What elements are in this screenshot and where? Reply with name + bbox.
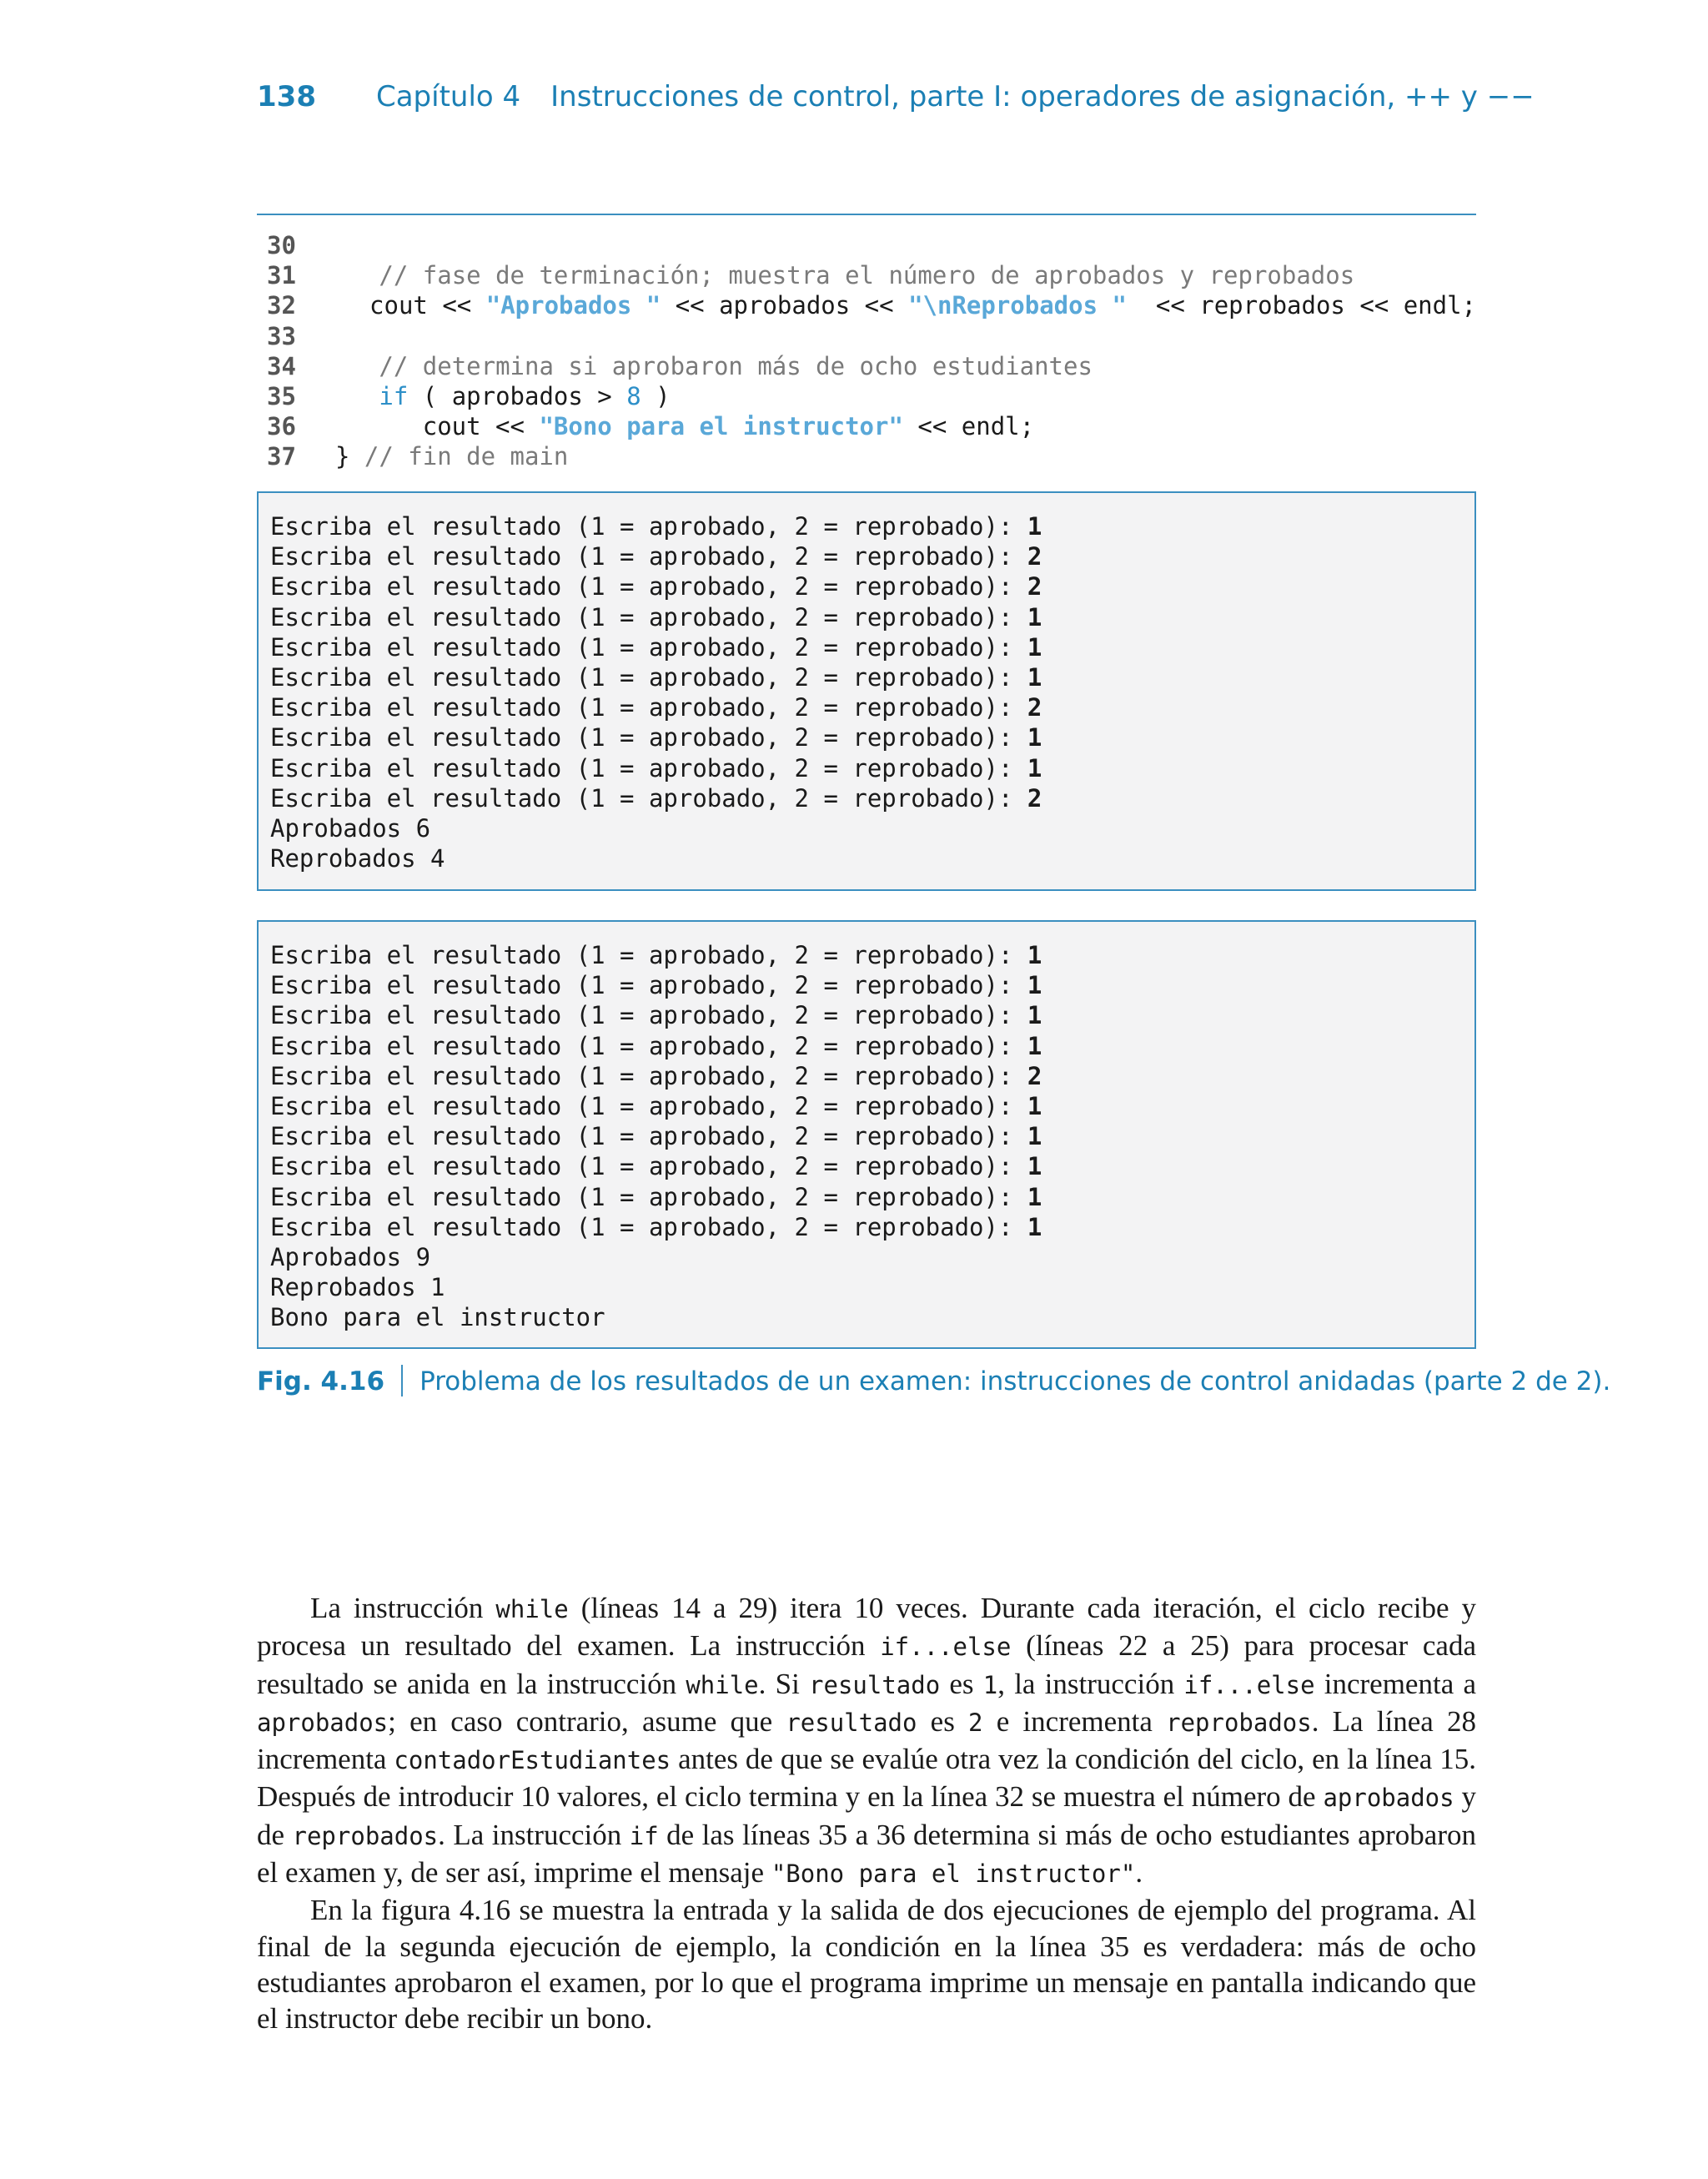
output-prompt: Escriba el resultado (1 = aprobado, 2 = reprobado): [270, 662, 1027, 692]
output-line [270, 541, 1474, 571]
text-run: , la instrucción [997, 1667, 1184, 1700]
output-prompt: Escriba el resultado (1 = aprobado, 2 = reprobado): [270, 1212, 1027, 1241]
text-run: es [940, 1667, 983, 1700]
output-line [270, 753, 1474, 783]
code-token: // fin de main [364, 442, 569, 471]
text-run: En la figura 4.16 se muestra la entrada y la salida de dos ejecuciones de ejemplo del programa. Al final de la segunda ejecución de ejemplo, la condición en la línea 35 es verdadera: más de ocho estudiantes aprobaron el examen, por lo que el programa imprime un mensaje en pantalla indicando que el instructor debe recibir un bono. [257, 1894, 1476, 2036]
user-input: 1 [1027, 512, 1042, 541]
top-rule [257, 214, 1476, 215]
output-line [270, 511, 1474, 541]
user-input: 1 [1027, 1212, 1042, 1241]
output-prompt: Escriba el resultado (1 = aprobado, 2 = reprobado): [270, 971, 1027, 1000]
text-run: e incrementa [982, 1704, 1167, 1738]
user-input: 1 [1027, 941, 1042, 969]
code-token: << reprobados << endl; [1126, 291, 1476, 320]
code-line [267, 411, 1476, 441]
output-summary: Bono para el instructor [270, 1303, 605, 1332]
output-line [270, 1031, 1474, 1061]
output-summary: Reprobados 4 [270, 844, 445, 873]
line-number: 33 [267, 321, 296, 350]
output-prompt: Escriba el resultado (1 = aprobado, 2 = reprobado): [270, 1182, 1027, 1211]
inline-code: resultado [786, 1708, 917, 1737]
caption-text: Problema de los resultados de un examen: instrucciones de control anidadas (parte 2 de 2). [419, 1366, 1611, 1396]
code-text [335, 411, 1034, 441]
output-prompt: Escriba el resultado (1 = aprobado, 2 = reprobado): [270, 1152, 1027, 1181]
user-input: 1 [1027, 1152, 1042, 1181]
page-header [257, 80, 1535, 113]
code-token: ( aprobados > [408, 381, 627, 410]
inline-code: aprobados [257, 1708, 389, 1737]
text-run: ; en caso contrario, asume que [388, 1704, 786, 1738]
output-box-2 [257, 920, 1476, 1349]
code-token [335, 352, 379, 380]
user-input: 1 [1027, 1122, 1042, 1151]
inline-code: aprobados [1323, 1784, 1454, 1813]
chapter-title: Instrucciones de control, parte I: operadores de asignación, ++ y −− [550, 80, 1535, 113]
output-line [270, 602, 1474, 632]
code-token: << endl; [902, 412, 1035, 441]
user-input: 1 [1027, 1091, 1042, 1120]
output-prompt: Escriba el resultado (1 = aprobado, 2 = reprobado): [270, 602, 1027, 632]
inline-code: while [686, 1670, 759, 1699]
page-number: 138 [257, 80, 316, 113]
user-input: 2 [1027, 693, 1042, 722]
text-run: y de [257, 1780, 1476, 1851]
output-prompt: Escriba el resultado (1 = aprobado, 2 = reprobado): [270, 1061, 1027, 1090]
user-input: 1 [1027, 1031, 1042, 1060]
output-prompt: Escriba el resultado (1 = aprobado, 2 = reprobado): [270, 512, 1027, 541]
output-line [270, 692, 1474, 722]
user-input: 1 [1027, 723, 1042, 752]
text-run: . [1135, 1856, 1143, 1890]
code-text [335, 381, 671, 411]
output-line [270, 1212, 1474, 1242]
text-run: (líneas 22 a 25) para procesar cada resultado se anida en la instrucción [257, 1629, 1476, 1700]
code-token: ) [640, 381, 671, 410]
output-prompt: Escriba el resultado (1 = aprobado, 2 = reprobado): [270, 572, 1027, 601]
text-run: La instrucción [310, 1592, 496, 1624]
figure-caption [257, 1365, 1610, 1396]
paragraph [257, 1590, 1476, 1892]
output-prompt: Escriba el resultado (1 = aprobado, 2 = reprobado): [270, 723, 1027, 752]
output-box-1 [257, 491, 1476, 891]
code-token: << aprobados << [661, 291, 909, 320]
output-summary: Aprobados 6 [270, 813, 431, 843]
output-line [270, 970, 1474, 1000]
output-line [270, 632, 1474, 662]
code-text [335, 441, 568, 471]
output-line [270, 1000, 1474, 1030]
user-input: 2 [1027, 1061, 1042, 1090]
code-line [267, 260, 1476, 290]
line-number: 32 [267, 291, 296, 320]
user-input: 1 [1027, 632, 1042, 662]
code-line [267, 441, 1476, 471]
text-run: de las líneas 35 a 36 determina si más de ocho estudiantes aprobaron el examen y, de ser así, imprime el mensaje [257, 1818, 1476, 1890]
output-line [270, 940, 1474, 970]
output-line [270, 783, 1474, 813]
text-run: . La instrucción [438, 1818, 630, 1851]
code-line [267, 290, 1476, 320]
text-run: . Si [758, 1667, 810, 1700]
line-number: 35 [267, 381, 296, 410]
chapter-label: Capítulo 4 [375, 80, 521, 113]
text-run: es [917, 1704, 969, 1738]
code-token: cout << [325, 291, 486, 320]
code-token: 8 [626, 381, 641, 410]
code-text [335, 260, 1354, 290]
output-prompt: Escriba el resultado (1 = aprobado, 2 = reprobado): [270, 1031, 1027, 1060]
inline-code: while [495, 1595, 569, 1623]
code-token: "Bono para el instructor" [539, 412, 903, 441]
line-number: 31 [267, 261, 296, 290]
user-input: 1 [1027, 602, 1042, 632]
code-text [326, 290, 1476, 320]
user-input: 1 [1027, 1001, 1042, 1030]
code-line [267, 230, 1476, 260]
user-input: 1 [1027, 1182, 1042, 1211]
line-number: 36 [267, 412, 296, 441]
code-line [267, 321, 1476, 351]
caption-separator [401, 1365, 403, 1396]
code-listing [267, 230, 1476, 472]
inline-code: if...else [1183, 1670, 1315, 1699]
output-prompt: Escriba el resultado (1 = aprobado, 2 = reprobado): [270, 542, 1027, 571]
code-text [335, 351, 1093, 381]
inline-code: reprobados [1166, 1708, 1312, 1737]
code-token: if [379, 381, 409, 410]
user-input: 2 [1027, 542, 1042, 571]
inline-code: 1 [982, 1670, 998, 1699]
output-line [270, 1182, 1474, 1212]
body-text [257, 1590, 1476, 2037]
output-prompt: Escriba el resultado (1 = aprobado, 2 = reprobado): [270, 1001, 1027, 1030]
figure-label: Fig. 4.16 [257, 1366, 385, 1396]
user-input: 1 [1027, 662, 1042, 692]
output-prompt: Escriba el resultado (1 = aprobado, 2 = reprobado): [270, 783, 1027, 813]
user-input: 1 [1027, 971, 1042, 1000]
line-number: 30 [267, 231, 296, 259]
output-line [270, 571, 1474, 601]
line-number: 34 [267, 351, 296, 380]
line-number: 37 [267, 442, 296, 471]
code-token: "Aprobados " [485, 291, 661, 320]
inline-code: resultado [809, 1670, 941, 1699]
user-input: 2 [1027, 783, 1042, 813]
text-run: (líneas 14 a 29) itera 10 veces. Durante cada iteración, el ciclo recibe y procesa un resultado del examen. La instrucción [257, 1592, 1476, 1663]
text-run: antes de que se evalúe otra vez la condición del ciclo, en la línea 15. Después de introducir 10 valores, el ciclo termina y en la línea 32 se muestra el número de [257, 1743, 1476, 1814]
code-token [335, 261, 379, 289]
code-token: "\nReprobados " [908, 291, 1127, 320]
user-input: 2 [1027, 572, 1042, 601]
text-run: . La línea 28 incrementa [257, 1704, 1476, 1776]
code-token [335, 382, 379, 410]
inline-code: if...else [880, 1633, 1012, 1662]
code-token: cout << [335, 412, 540, 441]
output-line [270, 722, 1474, 752]
output-summary: Aprobados 9 [270, 1242, 431, 1271]
output-prompt: Escriba el resultado (1 = aprobado, 2 = reprobado): [270, 693, 1027, 722]
inline-code: contadorEstudiantes [394, 1746, 671, 1775]
output-summary: Reprobados 1 [270, 1273, 445, 1302]
code-line [267, 381, 1476, 411]
code-token: // determina si aprobaron más de ocho estudiantes [379, 351, 1093, 380]
paragraph [257, 1892, 1476, 2036]
code-token: } [335, 442, 364, 471]
output-prompt: Escriba el resultado (1 = aprobado, 2 = reprobado): [270, 632, 1027, 662]
inline-code: "Bono para el instructor" [771, 1859, 1136, 1889]
code-token: // fase de terminación; muestra el número de aprobados y reprobados [379, 261, 1355, 290]
output-line [270, 1121, 1474, 1151]
output-prompt: Escriba el resultado (1 = aprobado, 2 = reprobado): [270, 1122, 1027, 1151]
output-prompt: Escriba el resultado (1 = aprobado, 2 = reprobado): [270, 753, 1027, 783]
code-line [267, 351, 1476, 381]
user-input: 1 [1027, 753, 1042, 783]
output-prompt: Escriba el resultado (1 = aprobado, 2 = reprobado): [270, 941, 1027, 969]
output-line [270, 1061, 1474, 1091]
inline-code: if [629, 1821, 659, 1850]
output-line [270, 1151, 1474, 1181]
text-run: incrementa a [1314, 1667, 1476, 1700]
inline-code: 2 [968, 1708, 983, 1737]
inline-code: reprobados [292, 1821, 439, 1850]
output-line [270, 1091, 1474, 1121]
output-prompt: Escriba el resultado (1 = aprobado, 2 = reprobado): [270, 1091, 1027, 1120]
output-line [270, 662, 1474, 692]
